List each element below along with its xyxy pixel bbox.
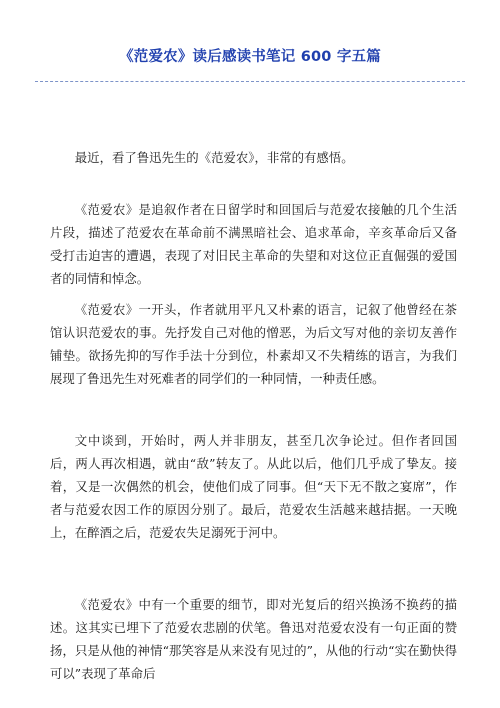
paragraph-4 xyxy=(50,429,457,544)
paragraph-1 xyxy=(50,146,457,169)
paragraph-5 xyxy=(50,593,457,685)
paragraph-2 xyxy=(50,198,457,290)
paragraph-text: 文中谈到，开始时，两人并非朋友，甚至几次争论过。但作者回国后，两人再次相遇，就由“敌”转友了。从此以后，他们几乎成了挚友。接着，又是一次偶然的机会，使他们成了同事。但“天下无不散之宴席”，作者与范爱农因工作的原因分别了。最后，范爱农生活越来越拮据。一天晚上，在醉酒之后，范爱农失足溺死于河中。 xyxy=(50,433,457,540)
paragraph-text: 《范爱农》一开头，作者就用平凡又朴素的语言，记叙了他曾经在茶馆认识范爱农的事。先抒发自己对他的憎恶，为后文写对他的亲切友善作铺垫。欲扬先抑的写作手法十分到位，朴素却又不失精练的语言，为我们展现了鲁迅先生对死难者的同学们的一种同情，一种责任感。 xyxy=(50,302,457,386)
paragraph-text: 《范爱农》是追叙作者在日留学时和回国后与范爱农接触的几个生活片段，描述了范爱农在革命前不满黑暗社会、追求革命，辛亥革命后又备受打击迫害的遭遇，表现了对旧民主革命的失望和对这位正直倔强的爱国者的同情和悼念。 xyxy=(50,202,457,286)
paragraph-text: 《范爱农》中有一个重要的细节，即对光复后的绍兴换汤不换药的描述。这其实已埋下了范爱农悲剧的伏笔。鲁迅对范爱农没有一句正面的赞扬，只是从他的神情“那笑容是从来没有见过的”，从他的行动“实在勤快得可以”表现了革命后 xyxy=(50,597,457,681)
document-title: 《范爱农》读后感读书笔记 600 字五篇 xyxy=(119,49,381,65)
paragraph-3 xyxy=(50,298,457,390)
paragraph-text: 最近，看了鲁迅先生的《范爱农》，非常的有感悟。 xyxy=(74,150,354,165)
title-divider xyxy=(35,81,465,82)
